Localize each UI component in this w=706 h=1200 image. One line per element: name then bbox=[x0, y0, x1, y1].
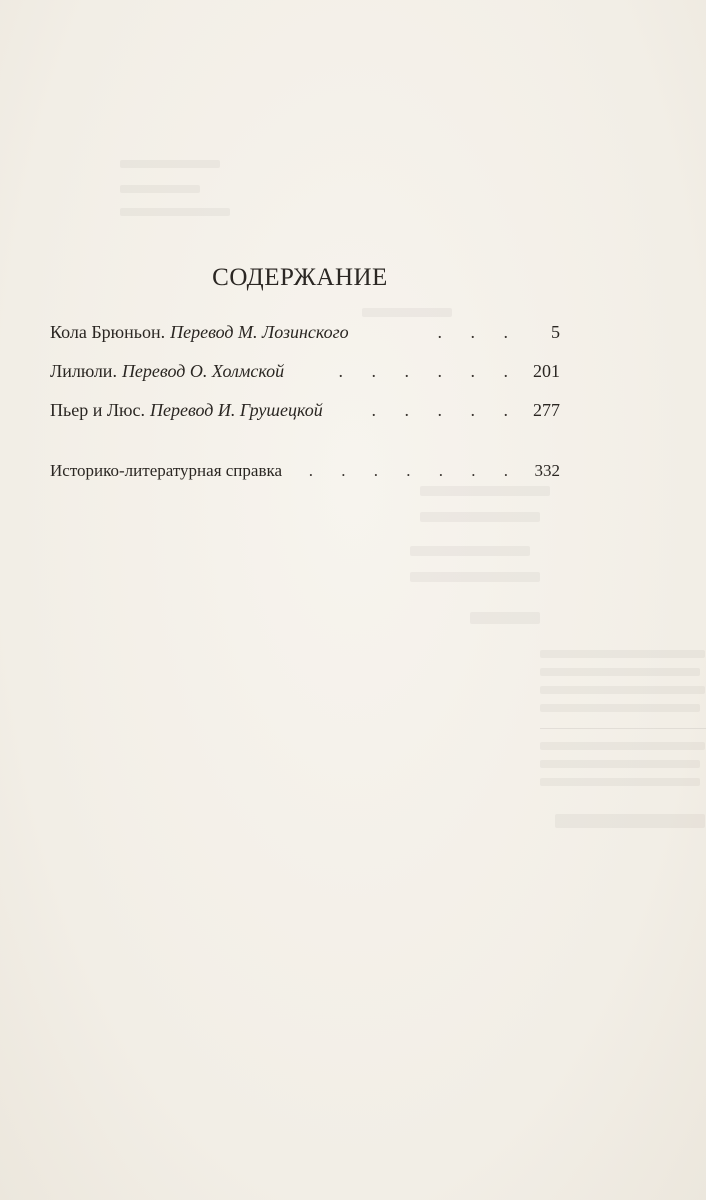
toc-page-number: 201 bbox=[533, 361, 560, 381]
toc-leader-dots: . . . . . . . bbox=[308, 461, 520, 480]
toc-page-number: 277 bbox=[533, 400, 560, 420]
toc-heading: СОДЕРЖАНИЕ bbox=[212, 264, 388, 291]
toc-entry-title: Лилюли. bbox=[50, 361, 117, 381]
toc-entry bbox=[50, 400, 560, 426]
toc-page-number: 5 bbox=[551, 322, 560, 342]
toc-leader-dots: . . . bbox=[437, 322, 520, 342]
toc-entry-translator: Перевод И. Грушецкой bbox=[149, 400, 323, 420]
toc-entry-title: Историко-литературная справка bbox=[50, 461, 283, 480]
toc-entry bbox=[50, 361, 560, 387]
toc-page-number: 332 bbox=[534, 461, 560, 480]
toc-entry-title: Кола Брюньон. bbox=[50, 322, 166, 342]
toc-leader-dots: . . . . . . bbox=[338, 361, 520, 381]
toc-entry-translator: Перевод М. Лозинского bbox=[170, 322, 349, 342]
toc-leader-dots: . . . . . bbox=[371, 400, 520, 420]
toc-entry bbox=[50, 322, 560, 348]
toc-entry-translator: Перевод О. Холмской bbox=[121, 361, 285, 381]
toc-entry-title: Пьер и Люс. bbox=[50, 400, 145, 420]
toc-entry bbox=[50, 461, 560, 487]
